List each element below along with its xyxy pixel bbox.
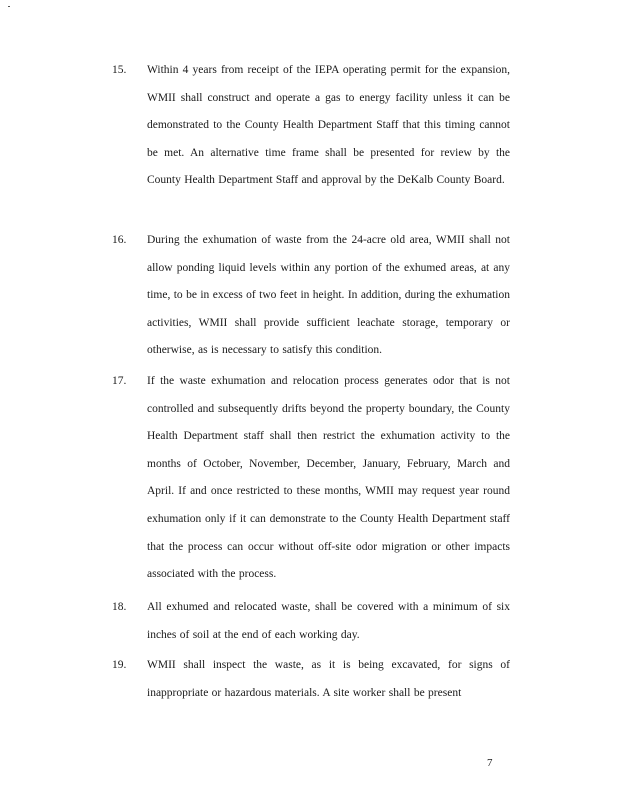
page-number: 7 bbox=[487, 757, 493, 769]
item-text: If the waste exhumation and relocation process generates odor that is not controlled and subsequently drifts beyond the property boundary, the County Health Department staff shall then restrict the exhumation activity to the months of October, November, December, January, February, March and April. If and once restricted to these months, WMII may request year round exhumation only if it can demonstrate to the County Health Department staff that the process can occur without off-site odor migration or other impacts associated with the process. bbox=[147, 375, 510, 581]
item-number: 18. bbox=[112, 601, 127, 613]
item-number: 16. bbox=[112, 234, 127, 246]
scan-speck bbox=[8, 6, 10, 7]
item-text: Within 4 years from receipt of the IEPA operating permit for the expansion, WMII shall construct and operate a gas to energy facility unless it can be demonstrated to the County Health Department Staff that this timing cannot be met. An alternative time frame shall be presented for review by the County Health Department Staff and approval by the DeKalb County Board. bbox=[147, 64, 510, 187]
item-number: 15. bbox=[112, 64, 127, 76]
item-text: During the exhumation of waste from the 24-acre old area, WMII shall not allow ponding liquid levels within any portion of the exhumed areas, at any time, to be in excess of two feet in height. In addition, during the exhumation activities, WMII shall provide sufficient leachate storage, temporary or otherwise, as is necessary to satisfy this condition. bbox=[147, 234, 510, 357]
item-text: WMII shall inspect the waste, as it is being excavated, for signs of inappropriate or hazardous materials. A site worker shall be present bbox=[147, 659, 510, 699]
item-text: All exhumed and relocated waste, shall be covered with a minimum of six inches of soil at the end of each working day. bbox=[147, 601, 510, 641]
item-number: 17. bbox=[112, 375, 127, 387]
item-number: 19. bbox=[112, 659, 127, 671]
